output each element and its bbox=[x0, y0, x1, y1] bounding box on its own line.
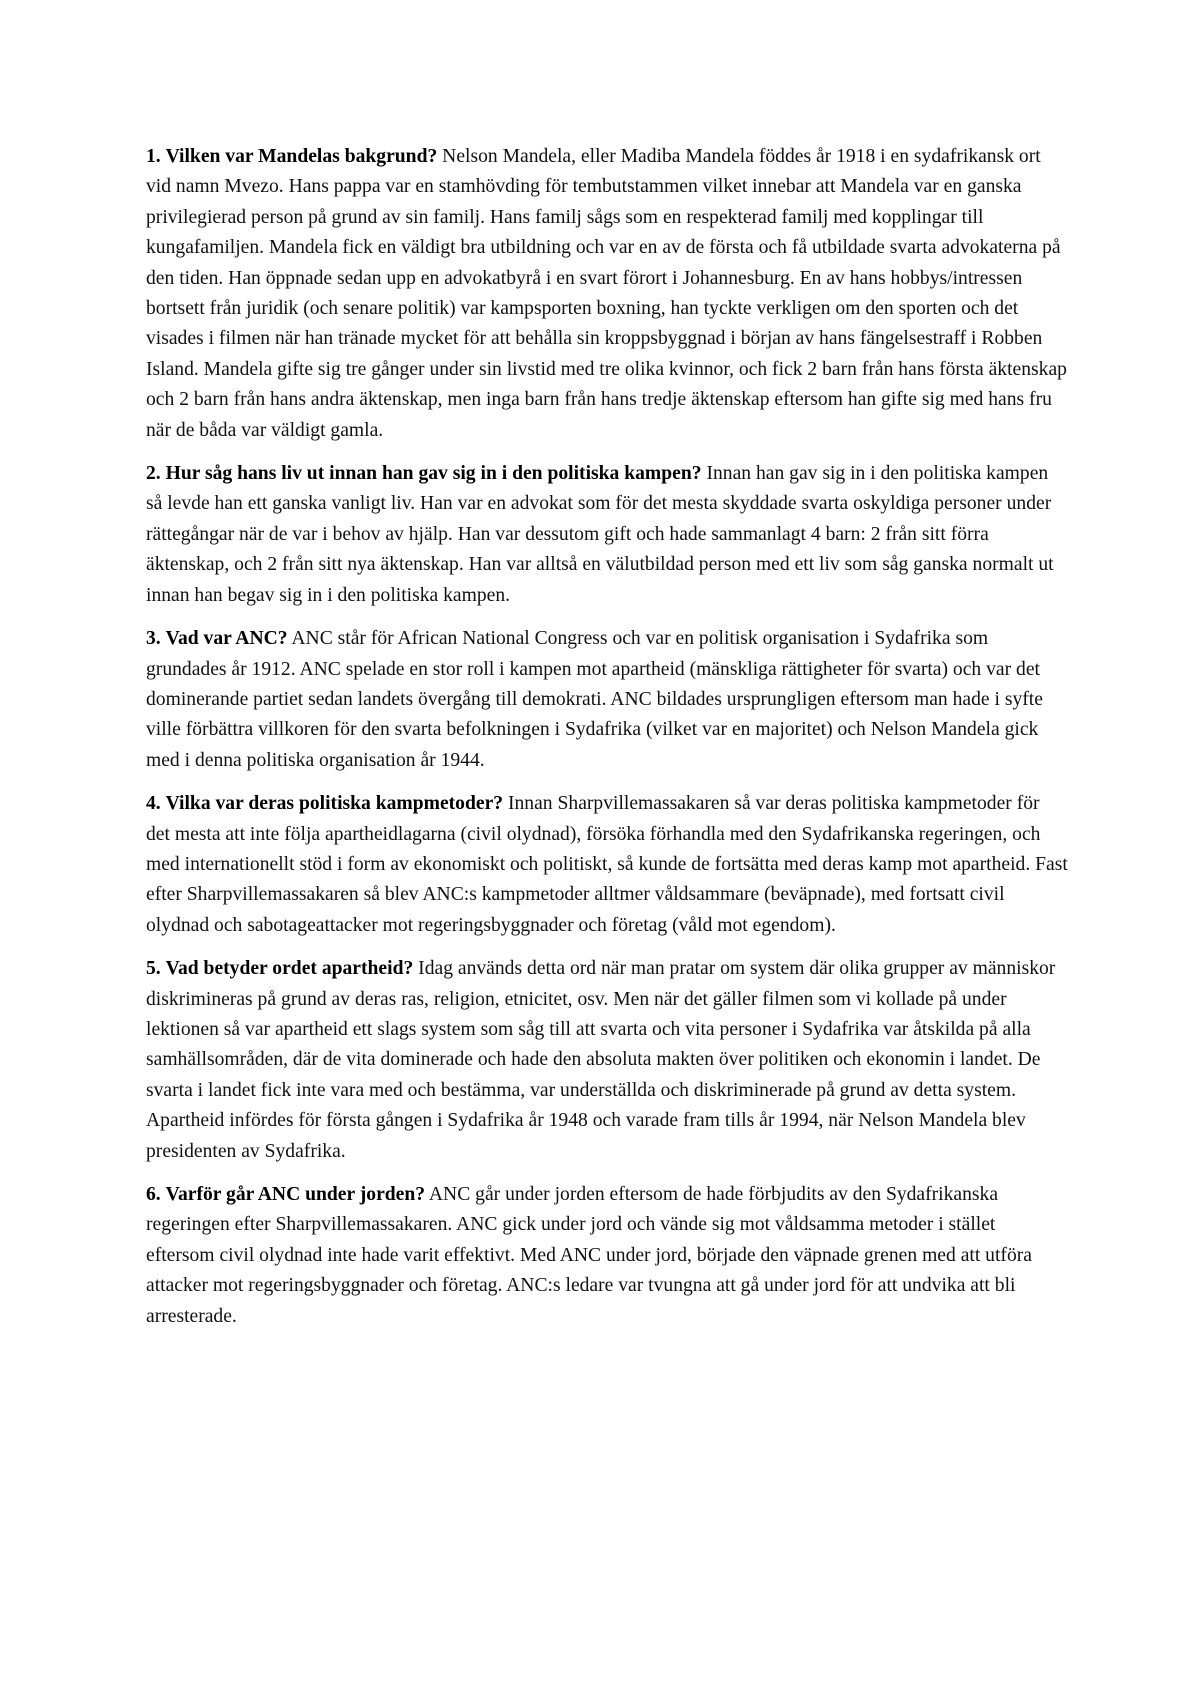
answer-text: ANC går under jorden eftersom de hade förbjudits av den Sydafrikanska regeringen efter Sharpvillemassakaren. ANC gick under jord och vände sig mot våldsamma metoder i stället eftersom civil olydnad inte hade varit effektivt. Med ANC under jord, började den väpnade grenen med att utföra attacker mot regeringsbyggnader och företag. ANC:s ledare var tvungna att gå under jord för att undvika att bli arresterade. bbox=[146, 1184, 1032, 1327]
answer-text: Innan han gav sig in i den politiska kampen så levde han ett ganska vanligt liv. Han var en advokat som för det mesta skyddade svarta oskyldiga personer under rättegångar när de var i behov av hjälp. Han var dessutom gift och hade sammanlagt 4 barn: 2 från sitt förra äktenskap, och 2 från sitt nya äktenskap. Han var alltså en välutbildad person med ett liv som såg ganska normalt ut innan han begav sig in i den politiska kampen. bbox=[146, 463, 1054, 606]
question-heading: Hur såg hans liv ut innan han gav sig in i den politiska kampen? bbox=[165, 463, 702, 485]
qa-paragraph-2 bbox=[146, 459, 1068, 611]
question-number: 5. bbox=[146, 958, 161, 980]
answer-text: Innan Sharpvillemassakaren så var deras politiska kampmetoder för det mesta att inte följa apartheidlagarna (civil olydnad), försöka förhandla med den Sydafrikanska regeringen, och med internationellt stöd i form av ekonomiskt och politiskt, så kunde de fortsätta med deras kamp mot apartheid. Fast efter Sharpvillemassakaren så blev ANC:s kampmetoder alltmer våldsammare (beväpnade), med fortsatt civil olydnad och sabotageattacker mot regeringsbyggnader och företag (våld mot egendom). bbox=[146, 793, 1068, 936]
question-number: 1. bbox=[146, 146, 161, 167]
qa-paragraph-3 bbox=[146, 624, 1068, 776]
qa-paragraph-6 bbox=[146, 1180, 1068, 1332]
question-heading: Vilken var Mandelas bakgrund? bbox=[165, 146, 438, 167]
qa-paragraph-4 bbox=[146, 789, 1068, 941]
document-body bbox=[146, 142, 1068, 1345]
question-number: 2. bbox=[146, 463, 161, 485]
question-heading: Vad var ANC? bbox=[165, 628, 288, 650]
question-number: 3. bbox=[146, 628, 161, 650]
question-number: 6. bbox=[146, 1184, 161, 1205]
qa-paragraph-5 bbox=[146, 954, 1068, 1167]
qa-paragraph-1 bbox=[146, 142, 1068, 446]
question-heading: Varför går ANC under jorden? bbox=[165, 1184, 426, 1205]
answer-text: ANC står för African National Congress och var en politisk organisation i Sydafrika som grundades år 1912. ANC spelade en stor roll i kampen mot apartheid (mänskliga rättigheter för svarta) och var det dominerande partiet sedan landets övergång till demokrati. ANC bildades ursprungligen eftersom man hade i syfte ville förbättra villkoren för den svarta befolkningen i Sydafrika (vilket var en majoritet) och Nelson Mandela gick med i denna politiska organisation år 1944. bbox=[146, 628, 1043, 771]
answer-text: Idag används detta ord när man pratar om system där olika grupper av människor diskrimineras på grund av deras ras, religion, etnicitet, osv. Men när det gäller filmen som vi kollade på under lektionen så var apartheid ett slags system som såg till att svarta och vita personer i Sydafrika var åtskilda på alla samhällsområden, där de vita dominerade och hade den absoluta makten över politiken och ekonomin i landet. De svarta i landet fick inte vara med och bestämma, var underställda och diskriminerade på grund av detta system. Apartheid infördes för första gången i Sydafrika år 1948 och varade fram tills år 1994, när Nelson Mandela blev presidenten av Sydafrika. bbox=[146, 958, 1056, 1162]
answer-text: Nelson Mandela, eller Madiba Mandela föddes år 1918 i en sydafrikansk ort vid namn Mvezo. Hans pappa var en stamhövding för tembutstammen vilket innebar att Mandela var en ganska privilegierad person på grund av sin familj. Hans familj sågs som en respekterad familj med kopplingar till kungafamiljen. Mandela fick en väldigt bra utbildning och var en av de första och få utbildade svarta advokaterna på den tiden. Han öppnade sedan upp en advokatbyrå i en svart förort i Johannesburg. En av hans hobbys/intressen bortsett från juridik (och senare politik) var kampsporten boxning, han tyckte verkligen om den sporten och det visades i filmen när han tränade mycket för att behålla sin kroppsbyggnad i början av hans fängelsestraff i Robben Island. Mandela gifte sig tre gånger under sin livstid med tre olika kvinnor, och fick 2 barn från hans första äktenskap och 2 barn från hans andra äktenskap, men inga barn från hans tredje äktenskap eftersom han gifte sig med hans fru när de båda var väldigt gamla. bbox=[146, 146, 1067, 441]
question-heading: Vad betyder ordet apartheid? bbox=[165, 958, 414, 980]
question-heading: Vilka var deras politiska kampmetoder? bbox=[165, 793, 504, 815]
question-number: 4. bbox=[146, 793, 161, 815]
